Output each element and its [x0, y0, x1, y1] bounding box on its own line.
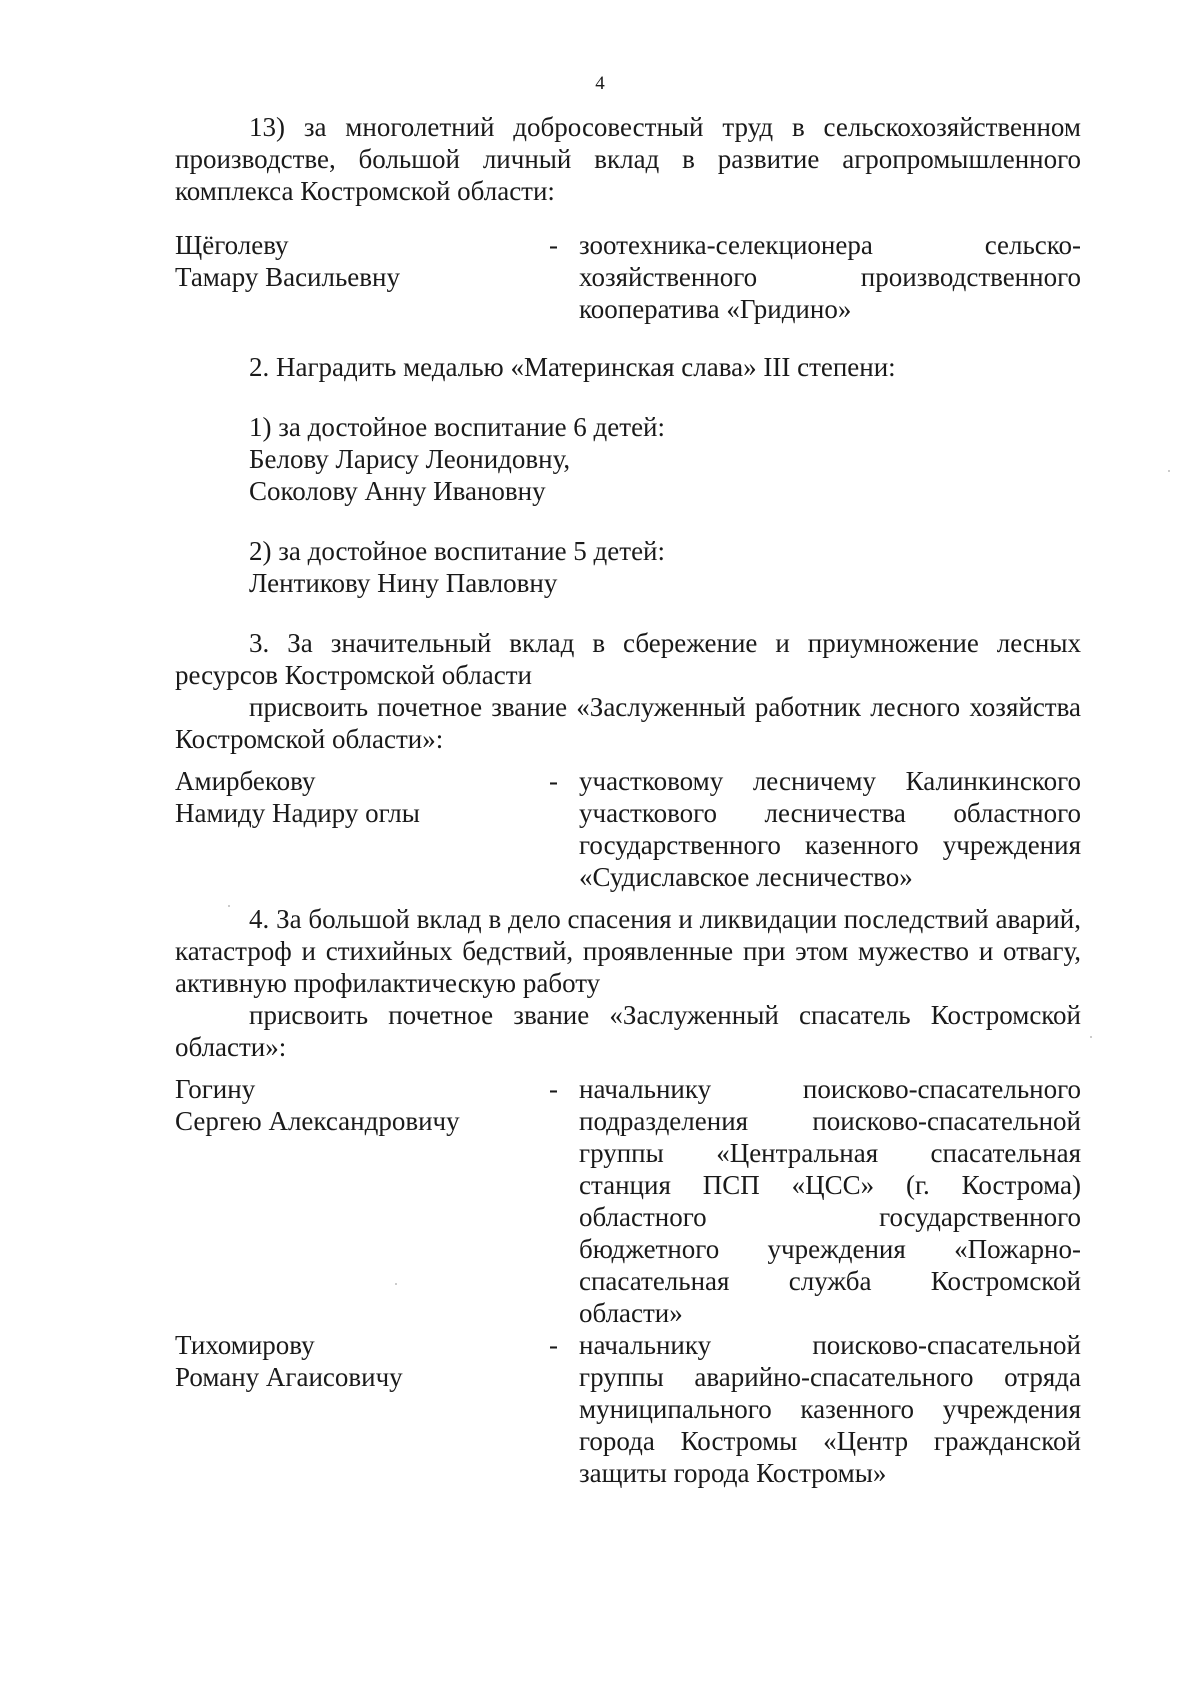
recipient-given-names: Тамару Васильевну — [175, 262, 400, 292]
entry-dash: - — [549, 766, 558, 796]
page-number: 4 — [595, 73, 605, 94]
scan-speck — [395, 1283, 397, 1285]
recipient-surname: Амирбекову — [175, 766, 316, 796]
position-line: начальнику поисково-спасательного — [579, 1074, 1081, 1104]
section-2-sub2-person1: Лентикову Нину Павловну — [249, 568, 558, 598]
position-line: города Костромы «Центр гражданской — [579, 1426, 1081, 1456]
position-line: хозяйственного производственного — [579, 262, 1081, 292]
recipient-given-names: Намиду Надиру оглы — [175, 798, 420, 828]
position-line: подразделения поисково-спасательной — [579, 1106, 1081, 1136]
scan-speck — [1168, 470, 1170, 472]
section-2-heading: 2. Наградить медалью «Материнская слава» III степени: — [249, 352, 896, 382]
position-line: кооператива «Гридино» — [579, 294, 852, 324]
entry-dash: - — [549, 230, 558, 260]
recipient-given-names: Сергею Александровичу — [175, 1106, 460, 1136]
position-line: начальнику поисково-спасательной — [579, 1330, 1081, 1360]
position-line: области» — [579, 1298, 683, 1328]
recipient-position — [579, 1073, 1081, 1329]
recipient-given-names: Роману Агаисовичу — [175, 1362, 403, 1392]
position-line: участковому лесничему Калинкинского — [579, 766, 1081, 796]
recipient-name — [175, 765, 545, 829]
recipient-position — [579, 229, 1081, 325]
entry-dash: - — [549, 1330, 558, 1360]
recipient-name — [175, 1073, 545, 1137]
recipient-name — [175, 1329, 545, 1393]
recipient-surname: Гогину — [175, 1074, 256, 1104]
scan-speck — [228, 905, 230, 907]
position-line: областного государственного — [579, 1202, 1081, 1232]
section-2-sub1-person2: Соколову Анну Ивановну — [249, 476, 546, 506]
recipient-name — [175, 229, 545, 293]
position-line: бюджетного учреждения «Пожарно- — [579, 1234, 1081, 1264]
position-line: участкового лесничества областного — [579, 798, 1081, 828]
position-line: зоотехника-селекционера сельско- — [579, 230, 1081, 260]
position-line: муниципального казенного учреждения — [579, 1394, 1081, 1424]
position-line: группы «Центральная спасательная — [579, 1138, 1081, 1168]
position-line: государственного казенного учреждения — [579, 830, 1081, 860]
recipient-position — [579, 1329, 1081, 1489]
position-line: станция ПСП «ЦСС» (г. Кострома) — [579, 1170, 1081, 1200]
section-2-sub1-title: 1) за достойное воспитание 6 детей: — [249, 412, 666, 442]
recipient-surname: Щёголеву — [175, 230, 289, 260]
position-line: защиты города Костромы» — [579, 1458, 887, 1488]
section-4-award: присвоить почетное звание «Заслуженный спасатель Костромской области»: — [175, 1000, 1081, 1062]
section-2-sub2-title: 2) за достойное воспитание 5 детей: — [249, 536, 666, 566]
position-line: спасательная служба Костромской — [579, 1266, 1081, 1296]
scan-speck — [1090, 1036, 1092, 1038]
section-2-sub1-person1: Белову Ларису Леонидовну, — [249, 444, 571, 474]
section-3-award: присвоить почетное звание «Заслуженный работник лесного хозяйства Костромской области»: — [175, 692, 1081, 754]
section-4-paragraph: 4. За большой вклад в дело спасения и ликвидации последствий аварий, катастроф и стихийных бедствий, проявленные при этом мужество и отвагу, активную профилактическую работу — [175, 904, 1081, 998]
position-line: группы аварийно-спасательного отряда — [579, 1362, 1081, 1392]
recipient-surname: Тихомирову — [175, 1330, 315, 1360]
recipient-position — [579, 765, 1081, 893]
section-13-paragraph: 13) за многолетний добросовестный труд в сельскохозяйственном производстве, большой личный вклад в развитие агропромышленного комплекса Костромской области: — [175, 112, 1081, 206]
entry-dash: - — [549, 1074, 558, 1104]
position-line: «Судиславское лесничество» — [579, 862, 913, 892]
section-3-paragraph: 3. За значительный вклад в сбережение и приумножение лесных ресурсов Костромской области — [175, 628, 1081, 690]
